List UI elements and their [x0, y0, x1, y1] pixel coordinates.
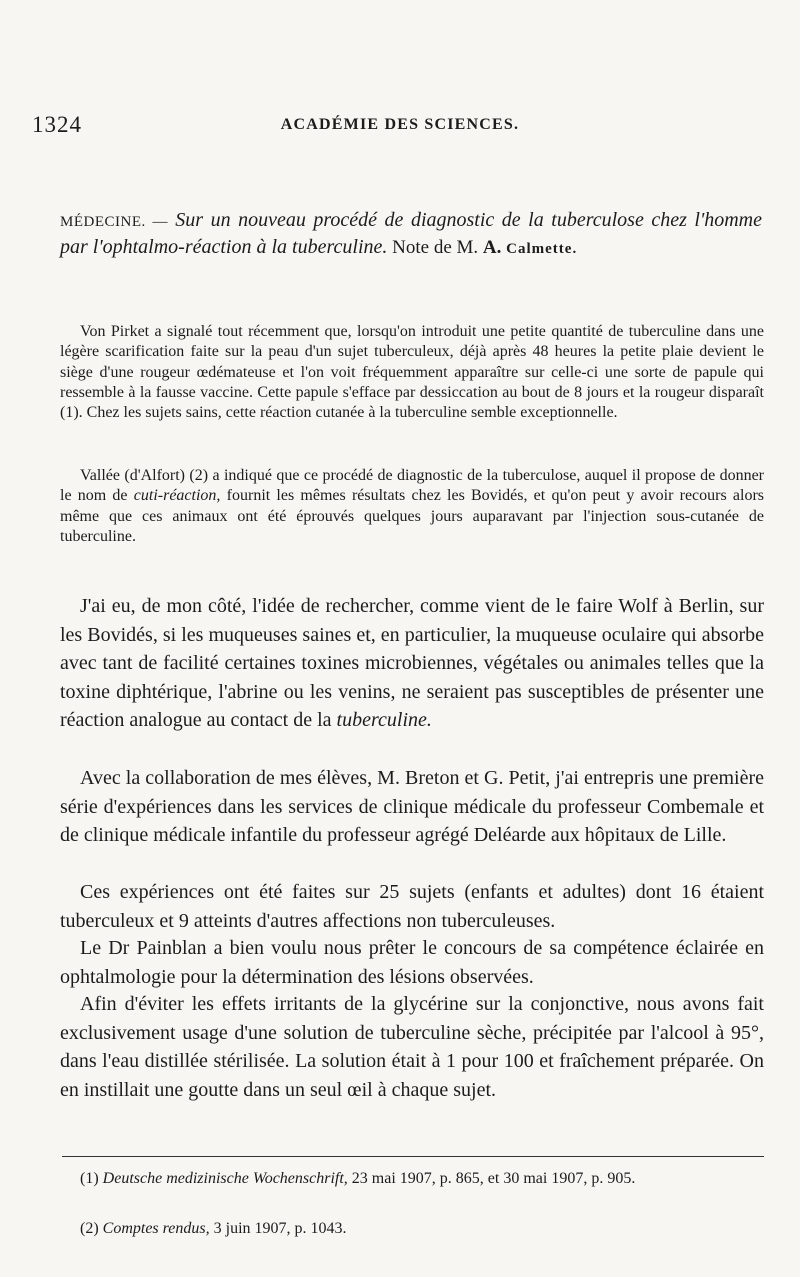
author-name: Calmette.	[506, 241, 578, 257]
footnote-ref[interactable]: (1).	[60, 404, 83, 422]
article-title	[60, 208, 762, 262]
page-number: 1324	[32, 112, 82, 137]
footnote-source: Deutsche medizinische Wochenschrift,	[102, 1170, 348, 1187]
footnote-2	[60, 1218, 764, 1240]
footnote-divider	[62, 1156, 764, 1157]
section-label: MÉDECINE. —	[60, 214, 169, 230]
footnote-source: Comptes rendus,	[102, 1220, 210, 1237]
footnote-1	[60, 1168, 764, 1190]
emphasis-term: tuberculine.	[336, 709, 432, 731]
body-paragraph-2: Avec la collaboration de mes élèves, M. Breton et G. Petit, j'ai entrepris une première série d'expériences dans les services de clinique médicale du professeur Combemale et de clinique médicale infantile du professeur agrégé Deléarde aux hôpitaux de Lille.	[60, 767, 764, 846]
paragraph-text: fournit les mêmes résultats chez les Bovidés, et qu'on peut y avoir recours alors même que ces animaux ont été éprouvés quelques jours auparavant par l'injection sous-cutanée de tuberculine.	[60, 487, 765, 545]
paragraph-text: Chez les sujets sains, cette réaction cutanée à la tuberculine semble exceptionnelle.	[86, 404, 618, 422]
note-by: Note de M.	[392, 237, 479, 258]
running-head: ACADÉMIE DES SCIENCES.	[280, 116, 520, 133]
article-subject: Sur un nouveau procédé de diagnostic de la tuberculose chez l'homme par l'ophtalmo-réaction à la tuberculine.	[60, 209, 762, 258]
intro-paragraph-2	[60, 466, 764, 547]
paragraph-text: Vallée (d'Alfort)	[80, 467, 186, 484]
paragraph-text: J'ai eu, de mon côté, l'idée de rechercher, comme vient de le faire Wolf à Berlin, sur les Bovidés, si les muqueuses saines et, en particulier, la muqueuse oculaire qui absorbe avec tant de facilité certaines toxines microbiennes, végétales ou animales telles que la toxine diphtérique, l'abrine ou les venins, ne seraient pas susceptibles de présenter une réaction analogue au contact de la	[60, 595, 764, 731]
paragraph-text: a indiqué que ce procédé de diagnostic de la tuberculose, auquel il propose de donner le nom de	[60, 467, 765, 505]
footnote-marker: (1)	[80, 1170, 99, 1187]
emphasis-term: cuti-réaction,	[133, 487, 221, 505]
footnote-marker: (2)	[80, 1220, 99, 1237]
body-paragraph-3: Ces expériences ont été faites sur 25 sujets (enfants et adultes) dont 16 étaient tuberculeux et 9 atteints d'autres affections non tuberculeuses.	[60, 881, 764, 932]
intro-paragraph-1	[60, 322, 764, 423]
paragraph-text: Von Pirket a signalé tout récemment que, lorsqu'on introduit une petite quantité de tuberculine dans une légère scarification faite sur la peau d'un sujet tuberculeux, déjà après 48 heures la petite plaie devient le siège d'une rougeur œdémateuse et l'on voit fréquemment apparaître sur celle-ci une sorte de papule qui ressemble à la fausse vaccine. Cette papule s'efface par dessiccation au bout de 8 jours et la rougeur disparaît	[60, 323, 764, 401]
author-initial: A.	[482, 237, 502, 258]
body-paragraph-1	[60, 592, 764, 735]
footnote-detail: 23 mai 1907, p. 865, et 30 mai 1907, p. 905.	[351, 1170, 636, 1187]
footnote-detail: 3 juin 1907, p. 1043.	[213, 1220, 347, 1237]
page-header	[32, 112, 768, 142]
body-paragraph-5: Afin d'éviter les effets irritants de la glycérine sur la conjonctive, nous avons fait exclusivement usage d'une solution de tuberculine sèche, précipitée par l'alcool à 95°, dans l'eau distillée stérilisée. La solution était à 1 pour 100 et fraîchement préparée. On en instillait une goutte dans un seul œil à chaque sujet.	[60, 993, 764, 1101]
body-paragraph-4: Le Dr Painblan a bien voulu nous prêter le concours de sa compétence éclairée en ophtalmologie pour la détermination des lésions observées.	[60, 937, 764, 988]
footnote-ref[interactable]: (2)	[189, 467, 209, 484]
